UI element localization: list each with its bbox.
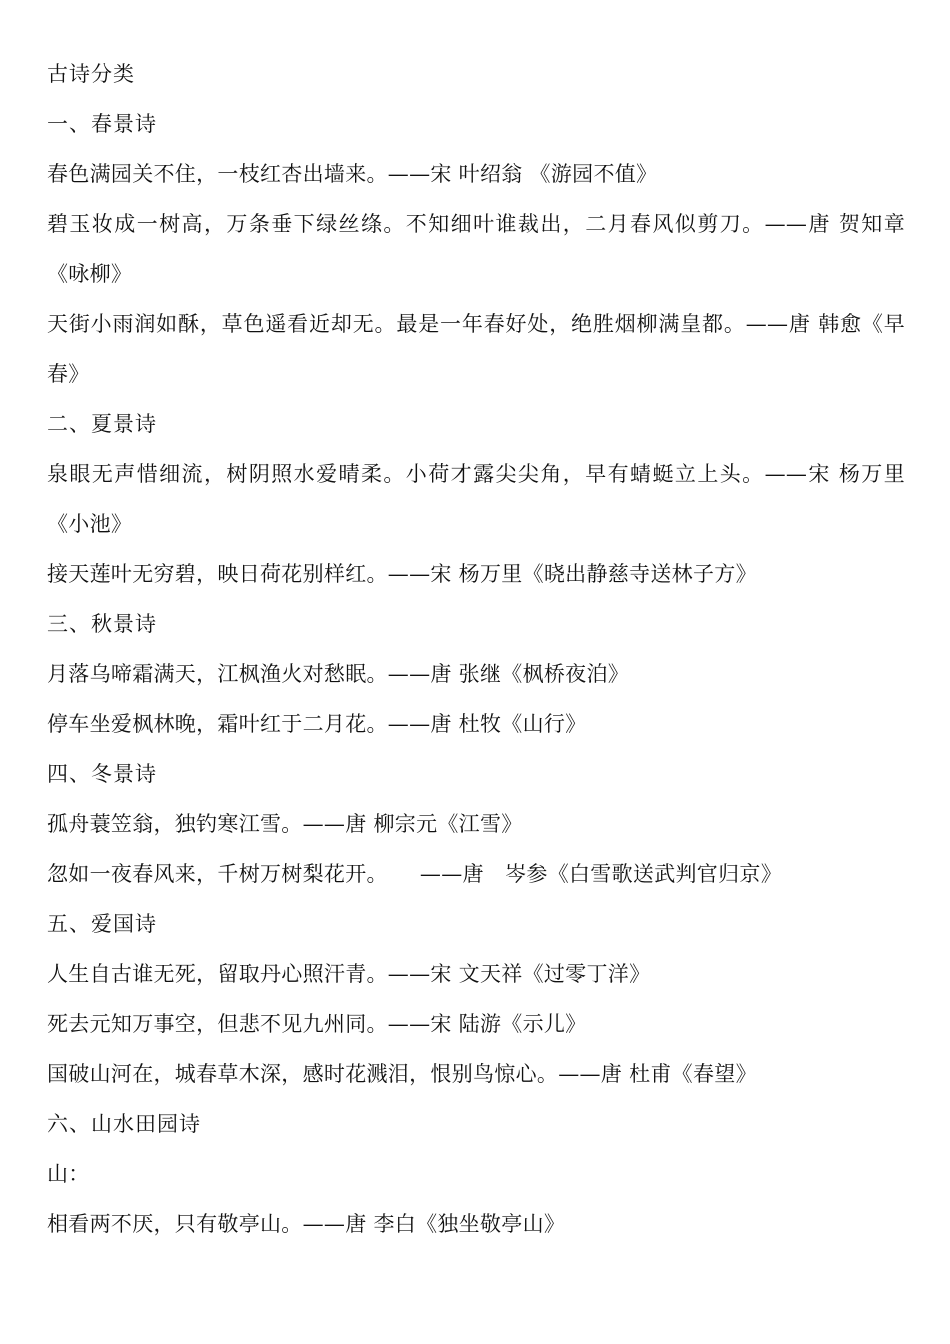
section-heading-summer: 二、夏景诗 — [47, 412, 157, 436]
document-body — [47, 58, 905, 1258]
poem-line: 碧玉妆成一树高，万条垂下绿丝绦。不知细叶谁裁出，二月春风似剪刀。——唐 贺知章《咏柳》 — [47, 212, 905, 286]
poem-line: 天街小雨润如酥，草色遥看近却无。最是一年春好处，绝胜烟柳满皇都。——唐 韩愈《早春》 — [47, 312, 905, 386]
poem-line: 相看两不厌，只有敬亭山。——唐 李白《独坐敬亭山》 — [47, 1212, 566, 1236]
poem-line: 孤舟蓑笠翁，独钓寒江雪。——唐 柳宗元《江雪》 — [47, 812, 523, 836]
poem-line: 月落乌啼霜满天，江枫渔火对愁眠。——唐 张继《枫桥夜泊》 — [47, 662, 630, 686]
poem-line: 停车坐爱枫林晚，霜叶红于二月花。——唐 杜牧《山行》 — [47, 712, 587, 736]
section-heading-spring: 一、春景诗 — [47, 112, 157, 136]
poem-line: 泉眼无声惜细流，树阴照水爱晴柔。小荷才露尖尖角，早有蜻蜓立上头。——宋 杨万里《小池》 — [47, 462, 905, 536]
document-title: 古诗分类 — [47, 62, 135, 86]
section-heading-landscape: 六、山水田园诗 — [47, 1112, 201, 1136]
poem-line: 人生自古谁无死，留取丹心照汗青。——宋 文天祥《过零丁洋》 — [47, 962, 651, 986]
section-heading-patriotic: 五、爱国诗 — [47, 912, 157, 936]
subsection-heading-mountain: 山： — [47, 1162, 90, 1186]
section-heading-autumn: 三、秋景诗 — [47, 612, 157, 636]
poem-line: 接天莲叶无穷碧，映日荷花别样红。——宋 杨万里《晓出静慈寺送林子方》 — [47, 562, 757, 586]
poem-line: 死去元知万事空，但悲不见九州同。——宋 陆游《示儿》 — [47, 1012, 587, 1036]
poem-line: 忽如一夜春风来，千树万树梨花开。 ——唐 岑参《白雪歌送武判官归京》 — [47, 862, 782, 886]
poem-line: 春色满园关不住，一枝红杏出墙来。——宋 叶绍翁 《游园不值》 — [47, 162, 658, 186]
poem-line: 国破山河在，城春草木深，感时花溅泪，恨别鸟惊心。——唐 杜甫《春望》 — [47, 1062, 757, 1086]
section-heading-winter: 四、冬景诗 — [47, 762, 157, 786]
